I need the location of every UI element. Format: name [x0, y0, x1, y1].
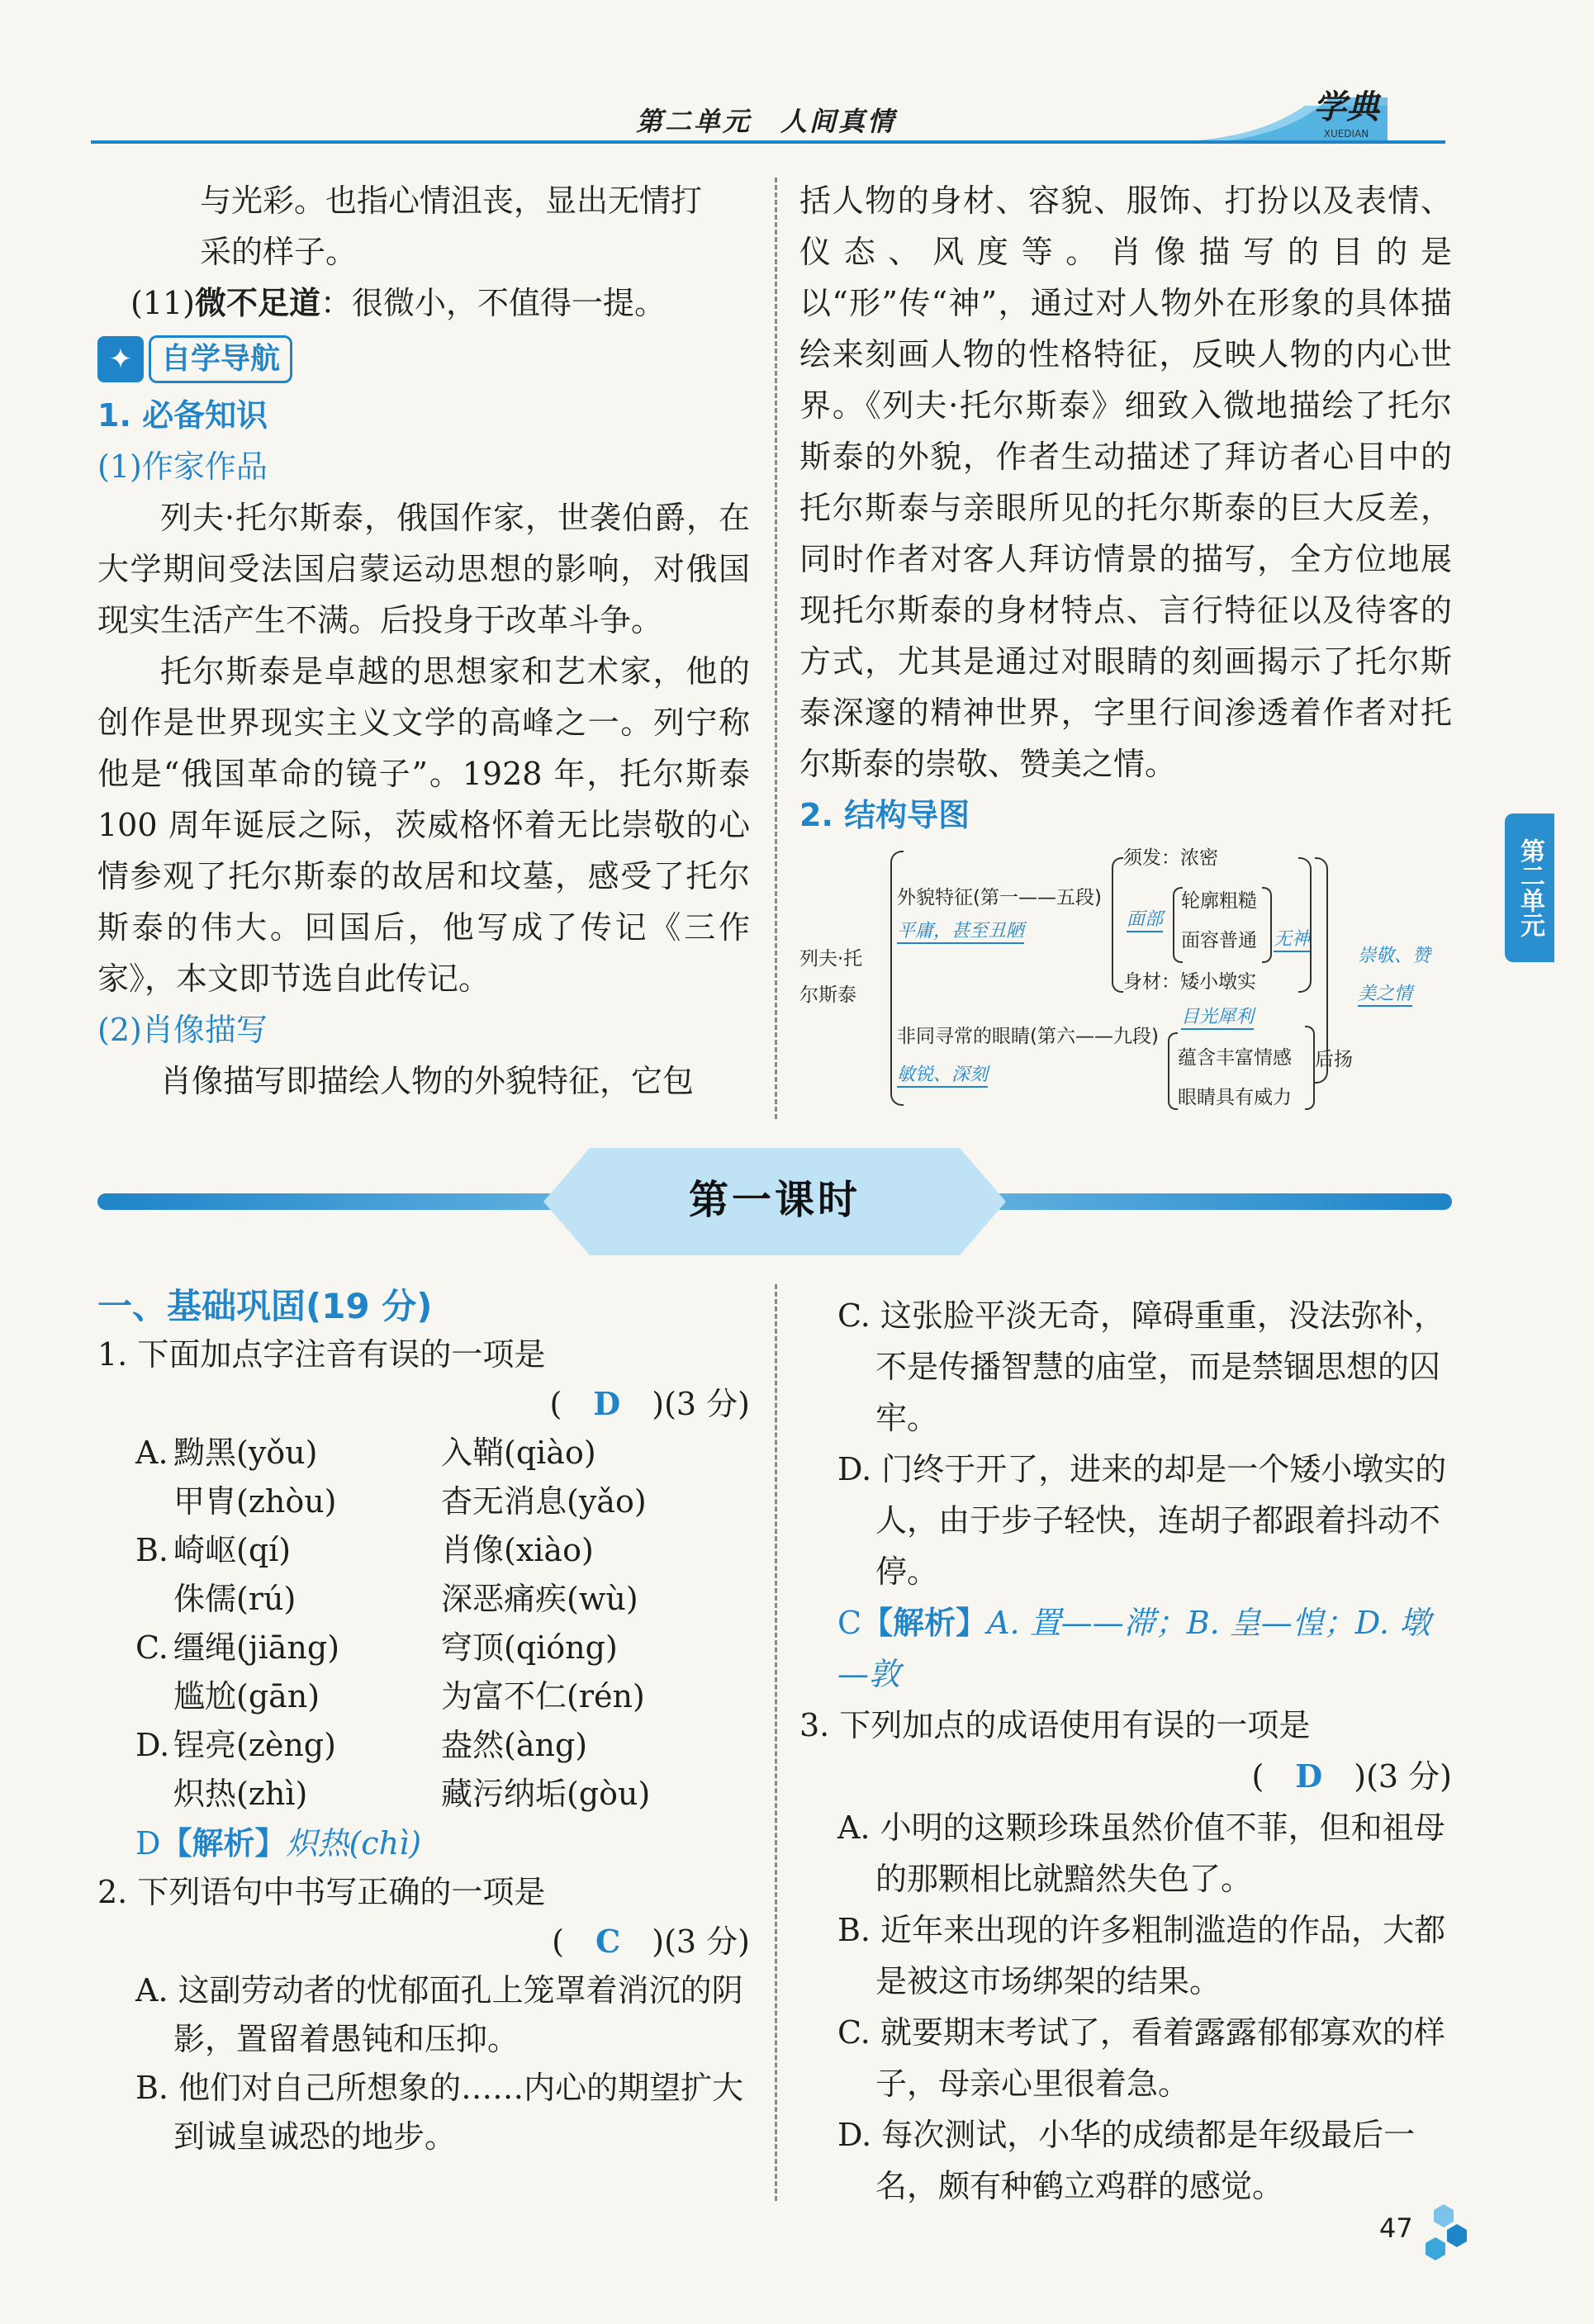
- paragraph-portrait-continued: 括人物的身材、容貌、服饰、打扮以及表情、仪态、风度等。肖像描写的目的是以“形”传“神”，通过对人物外在形象的具体描绘来刻画人物的性格特征，反映人物的内心世界。《列夫·托尔斯泰》细致入微地描绘了托尔斯泰的外貌，作者生动描述了拜访者心目中的托尔斯泰与亲眼所见的托尔斯泰的巨大反差，同时作者对客人拜访情景的描写，全方位地展现托尔斯泰的身材特点、言行特征以及待客的方式，尤其是通过对眼睛的刻画揭示了托尔斯泰深邃的精神世界，字里行间渗透着作者对托尔斯泰的崇敬、赞美之情。: [799, 183, 1452, 782]
- structure-mindmap: 列夫·托 尔斯泰 外貌特征(第一——五段) 平庸，甚至丑陋 须发：浓密 面部 轮廓粗糙 面容普通 无神 身材：矮小墩实 崇敬、赞 美之情 非同寻常的眼睛(第六——九段) 敏锐、深刻 目光犀利 蕴含丰富情感 眼睛具有威力 后扬: [799, 834, 1452, 1115]
- q3-option-d[interactable]: D. 每次测试，小华的成绩都是年级最后一名，颇有种鹤立鸡群的感觉。: [837, 2117, 1416, 2204]
- paragraph-author: 列夫·托尔斯泰，俄国作家，世袭伯爵，在大学期间受法国启蒙运动思想的影响，对俄国现实生活产生不满。后投身于改革斗争。: [97, 500, 750, 638]
- paragraph-works: 托尔斯泰是卓越的思想家和艺术家，他的创作是世界现实主义文学的高峰之一。列宁称他是“俄国革命的镜子”。1928 年，托尔斯泰 100 周年诞辰之际，茨威格怀着无比崇敬的心情参观了托尔斯泰的故居和坟墓，感受了托尔斯泰的伟大。回国后，他写成了传记《三作家》，本文即节选自此传记。: [97, 653, 750, 997]
- q1-option[interactable]: 为富不仁(rén): [441, 1678, 645, 1715]
- q1-option[interactable]: 甲胄(zhòu): [173, 1483, 337, 1520]
- page-header: [91, 83, 1445, 149]
- q3-answer-line: ( D )(3 分): [1251, 1757, 1452, 1795]
- heading-structure-map: 2. 结构导图: [799, 797, 970, 833]
- q1-stem: 1. 下面加点字注音有误的一项是: [97, 1336, 546, 1373]
- branch-eyes: 非同寻常的眼睛(第六——九段): [897, 1026, 1159, 1047]
- q1-option[interactable]: 尴尬(gān): [173, 1678, 320, 1715]
- nav-badge: ✦ 自学导航: [97, 335, 750, 383]
- q1-option[interactable]: 入鞘(qiào): [441, 1435, 596, 1471]
- q1-answer-line: ( D )(3 分): [549, 1385, 750, 1422]
- q1-analysis: D【解析】炽热(chì): [135, 1824, 422, 1862]
- body-node: 身材：矮小墩实: [1123, 971, 1256, 993]
- page-number: 47: [1371, 2201, 1470, 2267]
- q3-stem: 3. 下列加点的成语使用有误的一项是: [799, 1707, 1311, 1743]
- q3-option-a[interactable]: A. 小明的这颗珍珠虽然价值不菲，但和祖母的那颗相比就黯然失色了。: [837, 1809, 1445, 1897]
- power-node: 眼睛具有威力: [1178, 1087, 1292, 1108]
- q1-option[interactable]: 侏儒(rú): [173, 1581, 297, 1617]
- column-divider-top: [775, 178, 777, 1119]
- continued-text: 与光彩。也指心情沮丧，显出无情打: [200, 183, 703, 219]
- subheading-author-works: (1)作家作品: [97, 448, 268, 485]
- q2-answer-line: ( C )(3 分): [552, 1923, 750, 1960]
- outline-node: 轮廓粗糙: [1181, 890, 1257, 912]
- logo: 学典 XUEDIAN: [1313, 88, 1379, 140]
- hexagon-decoration-icon: [1419, 2201, 1468, 2267]
- telescope-icon: ✦: [97, 336, 144, 382]
- left-questions: [97, 1282, 750, 2161]
- q1-option[interactable]: C. 缰绳(jiāng): [135, 1629, 340, 1666]
- q1-option[interactable]: D. 锃亮(zèng): [135, 1727, 336, 1763]
- heading-required-knowledge: 1. 必备知识: [97, 397, 268, 434]
- q1-option[interactable]: 炽热(zhì): [173, 1776, 308, 1812]
- q1-option[interactable]: 穹顶(qióng): [441, 1629, 618, 1666]
- hair-node: 须发：浓密: [1123, 847, 1218, 869]
- left-column: 与光彩。也指心情沮丧，显出无情打 采的样子。 (11)微不足道：很微小，不值得一提。 ✦ 自学导航 1. 必备知识 (1)作家作品 列夫·托尔斯泰，俄国作家，世袭伯爵，在大学期间受法国启蒙运动思想的影响，对俄国现实生活产生不满。后投身于改革斗争。 托尔斯泰是卓越的思想家和艺术家，他的创作是世界现实主义文学的高峰之一。列宁称他是“俄国革命的镜子”。1928 年，托尔斯泰 100 周年诞辰之际，茨威格怀着无比崇敬的心情参观了托尔斯泰的故居和坟墓，感受了托尔斯泰的伟大。回国后，他写成了传记《三作家》，本文即节选自此传记。 (2)肖像描写 肖像描写即描绘人物的外貌特征，它包: [97, 175, 750, 1107]
- column-divider-bottom: [775, 1284, 777, 2201]
- q1-option[interactable]: 深恶痛疾(wù): [441, 1581, 638, 1617]
- q2-option-d[interactable]: D. 门终于开了，进来的却是一个矮小墩实的人，由于步子轻快，连胡子都跟着抖动不停。: [837, 1451, 1447, 1590]
- right-questions: [799, 1290, 1452, 2212]
- q1-option[interactable]: B. 崎岖(qí): [135, 1532, 292, 1568]
- q2-option-a[interactable]: A. 这副劳动者的忧郁面孔上笼罩着消沉的阴影，置留着愚钝和压抑。: [135, 1972, 743, 2057]
- subheading-portrait: (2)肖像描写: [97, 1012, 268, 1048]
- q3-option-b[interactable]: B. 近年来出现的许多粗制滥造的作品，大都是被这市场绑架的结果。: [837, 1912, 1446, 1999]
- emotion-node: 蕴含丰富情感: [1178, 1047, 1292, 1069]
- q1-option[interactable]: 杳无消息(yǎo): [441, 1483, 647, 1520]
- q1-option[interactable]: 盎然(àng): [441, 1727, 588, 1763]
- q1-option[interactable]: 肖像(xiào): [441, 1532, 594, 1568]
- mindmap-root: 列夫·托: [799, 948, 863, 970]
- q2-analysis: C【解析】A. 置——滞；B. 皇—惶；D. 墩—敦: [837, 1604, 1431, 1692]
- face-plain-node: 面容普通: [1181, 930, 1257, 951]
- q3-option-c[interactable]: C. 就要期末考试了，看着露露郁郁寡欢的样子，母亲心里很着急。: [837, 2014, 1445, 2102]
- q1-option[interactable]: 藏污纳垢(gòu): [441, 1776, 651, 1812]
- paragraph-portrait: 肖像描写即描绘人物的外貌特征，它包: [160, 1063, 695, 1099]
- lesson-banner: [97, 1148, 1452, 1255]
- vocab-item-11: (11)微不足道：很微小，不值得一提。: [130, 284, 667, 321]
- header-title: 第二单元 人间真情: [636, 106, 897, 137]
- unit-side-tab: 第二单元: [1505, 813, 1554, 962]
- conclusion-node: 崇敬、赞: [1358, 946, 1431, 966]
- q2-option-b[interactable]: B. 他们对自己所想象的……内心的期望扩大到诚皇诚恐的地步。: [135, 2070, 744, 2155]
- q1-option[interactable]: A. 黝黑(yǒu): [135, 1435, 318, 1471]
- q2-option-c[interactable]: C. 这张脸平淡无奇，障碍重重，没法弥补，不是传播智慧的庙堂，而是禁锢思想的囚牢。: [837, 1297, 1445, 1436]
- lesson-banner-title: 第一课时: [688, 1177, 861, 1223]
- right-column: [799, 175, 1452, 841]
- branch-appearance: 外貌特征(第一——五段): [897, 887, 1102, 908]
- q2-stem: 2. 下列语句中书写正确的一项是: [97, 1874, 546, 1910]
- q1-options: [97, 1429, 750, 1819]
- section-basic-title: 一、基础巩固(19 分): [97, 1286, 433, 1326]
